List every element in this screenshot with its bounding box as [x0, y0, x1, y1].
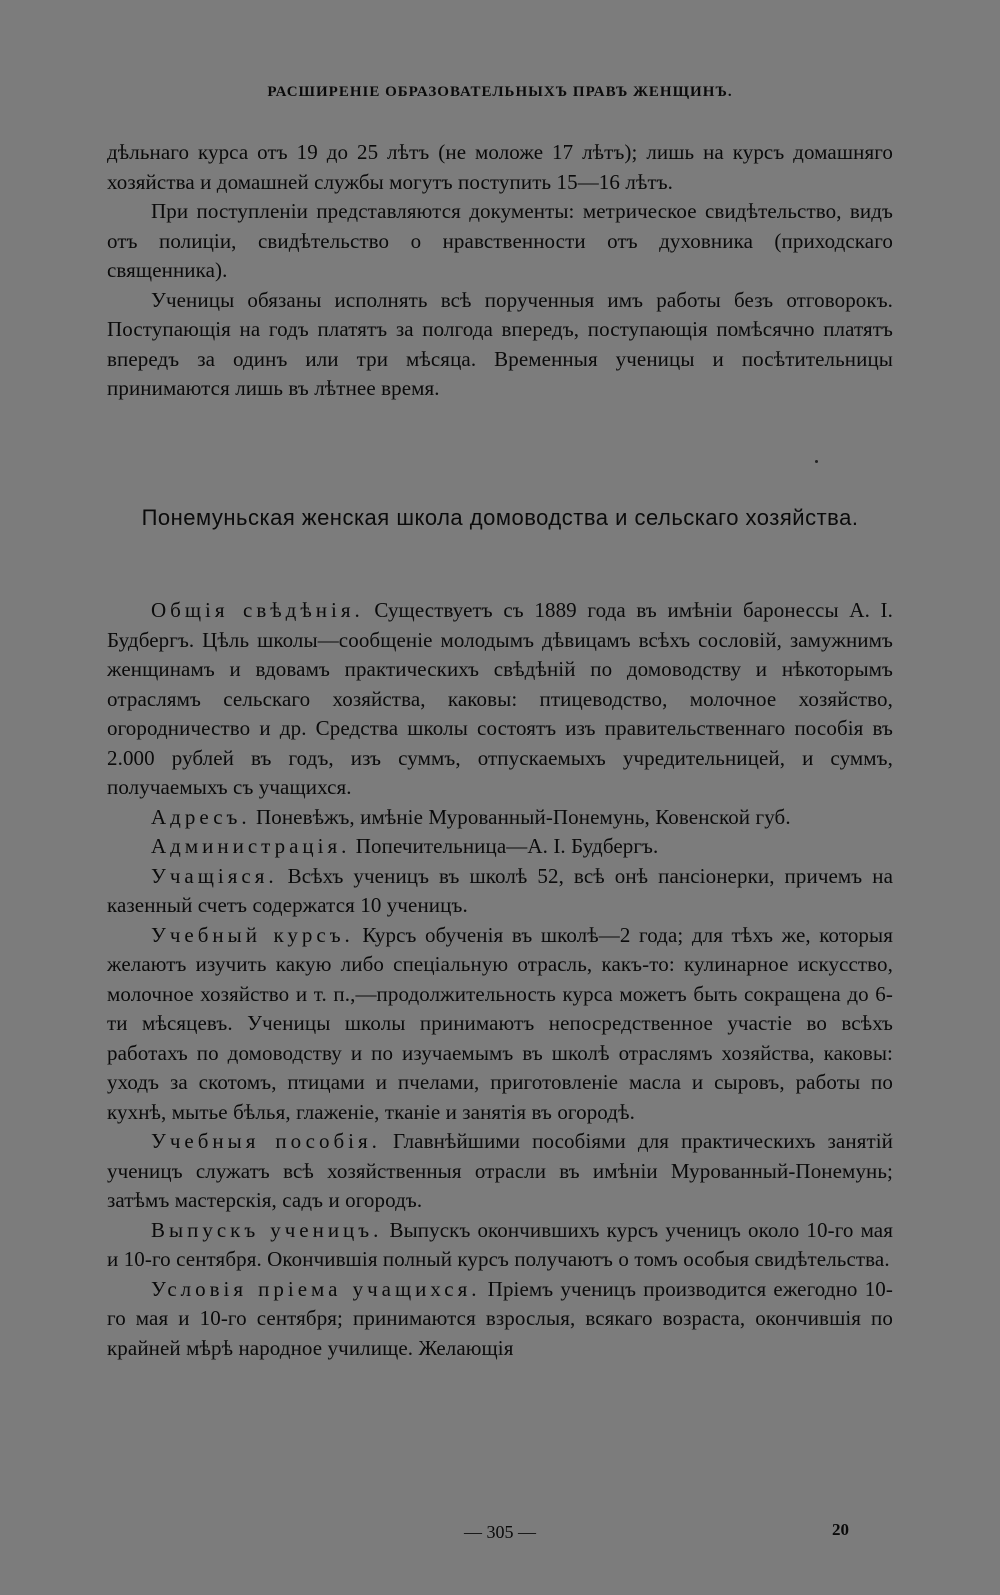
item-paragraph — [107, 921, 893, 1128]
item-text: Курсъ обученія въ школѣ—2 года; для тѣхъ же, которыя желаютъ изучить какую либо спеціальную отрасль, какъ-то: кулинарное искусство, молочное хозяйство и т. п.,—продолжительность курса можетъ быть сокращена до 6-ти мѣсяцевъ. Ученицы школы принимаютъ непосредственное участіе во всѣхъ работахъ по домоводству и по изучаемымъ въ школѣ отраслямъ хозяйства, каковы: уходъ за скотомъ, птицами и пчелами, приготовленіе масла и сыровъ, работы по кухнѣ, мытье бѣлья, глаженіе, тканіе и занятія въ огородѣ. — [107, 922, 893, 1124]
item-label: Учебный курсъ. — [151, 922, 354, 947]
item-label: Учащіяся. — [151, 863, 278, 888]
item-text: Попечительница—А. І. Будбергъ. — [350, 834, 659, 858]
item-label: Выпускъ ученицъ. — [151, 1217, 383, 1242]
item-paragraph — [107, 832, 893, 862]
top-section — [107, 138, 893, 404]
print-speck — [815, 460, 818, 463]
running-title: РАСШИРЕНІЕ ОБРАЗОВАТЕЛЬНЫХЪ ПРАВЪ ЖЕНЩИНЪ. — [267, 84, 733, 100]
item-label: Условія пріема учащихся. — [151, 1276, 481, 1301]
item-text: Выпускъ окончившихъ курсъ ученицъ около 10-го мая и 10-го сентября. Окончившія полный курсъ получаютъ о томъ особыя свидѣтельства. — [107, 1217, 893, 1271]
item-label: Учебныя пособія. — [151, 1129, 381, 1153]
item-text: Всѣхъ ученицъ въ школѣ 52, всѣ онѣ пансіонерки, причемъ на казенный счетъ содержатся 10 ученицъ. — [107, 863, 893, 917]
item-paragraph — [107, 803, 893, 833]
paragraph: дѣльнаго курса отъ 19 до 25 лѣтъ (не моложе 17 лѣтъ); лишь на курсъ домашняго хозяйства и домашней службы могутъ поступить 15—16 лѣтъ. — [107, 140, 893, 194]
item-text: Поневѣжъ, имѣніе Мурованный-Понемунь, Ковенской губ. — [250, 804, 791, 829]
item-paragraph — [107, 596, 893, 803]
item-text: Существуетъ съ 1889 года въ имѣніи баронессы А. І. Будбергъ. Цѣль школы—сообщеніе молодымъ дѣвицамъ всѣхъ сословій, замужнимъ женщинамъ и вдовамъ практическихъ свѣдѣній по домоводству и нѣкоторымъ отраслямъ сельскаго хозяйства, каковы: птицеводство, молочное хозяйство, огородничество и др. Средства школы состоятъ изъ правительственнаго пособія въ 2.000 рублей въ годъ, изъ суммъ, отпускаемыхъ учредительницей, и суммъ, получаемыхъ съ учащихся. — [107, 598, 893, 799]
section-title: Понемуньская женская школа домоводства и сельскаго хозяйства. — [141, 505, 859, 530]
paragraph: Ученицы обязаны исполнять всѣ порученныя имъ работы безъ отговорокъ. Поступающія на годъ платятъ за полгода впередъ, поступающія помѣсячно платятъ впередъ за одинъ или три мѣсяца. Временныя ученицы и посѣтительницы принимаются лишь въ лѣтнее время. — [107, 287, 893, 400]
item-label: Адресъ. — [151, 804, 251, 829]
page-number: — 305 — — [464, 1522, 536, 1542]
item-paragraph — [107, 1127, 893, 1216]
paragraph: При поступленіи представляются документы: метрическое свидѣтельство, видъ отъ полиціи, свидѣтельство о нравственности отъ духовника (приходскаго священника). — [107, 199, 893, 282]
item-text: Главнѣйшими пособіями для практическихъ занятій ученицъ служатъ всѣ хозяйственныя отрасли въ имѣніи Мурованный-Понемунь; затѣмъ мастерскія, садъ и огородъ. — [107, 1129, 893, 1212]
item-paragraph — [107, 1216, 893, 1275]
item-label: Общія свѣдѣнія. — [151, 598, 364, 622]
item-paragraph — [107, 1275, 893, 1364]
signature-mark: 20 — [832, 1520, 849, 1539]
school-description — [107, 596, 893, 1363]
item-text: Пріемъ ученицъ производится ежегодно 10-го мая и 10-го сентября; принимаются взрослыя, всякаго возраста, окончившія по крайней мѣрѣ народное училище. Желающія — [107, 1276, 893, 1360]
item-label: Администрація. — [151, 834, 351, 858]
item-paragraph — [107, 862, 893, 921]
